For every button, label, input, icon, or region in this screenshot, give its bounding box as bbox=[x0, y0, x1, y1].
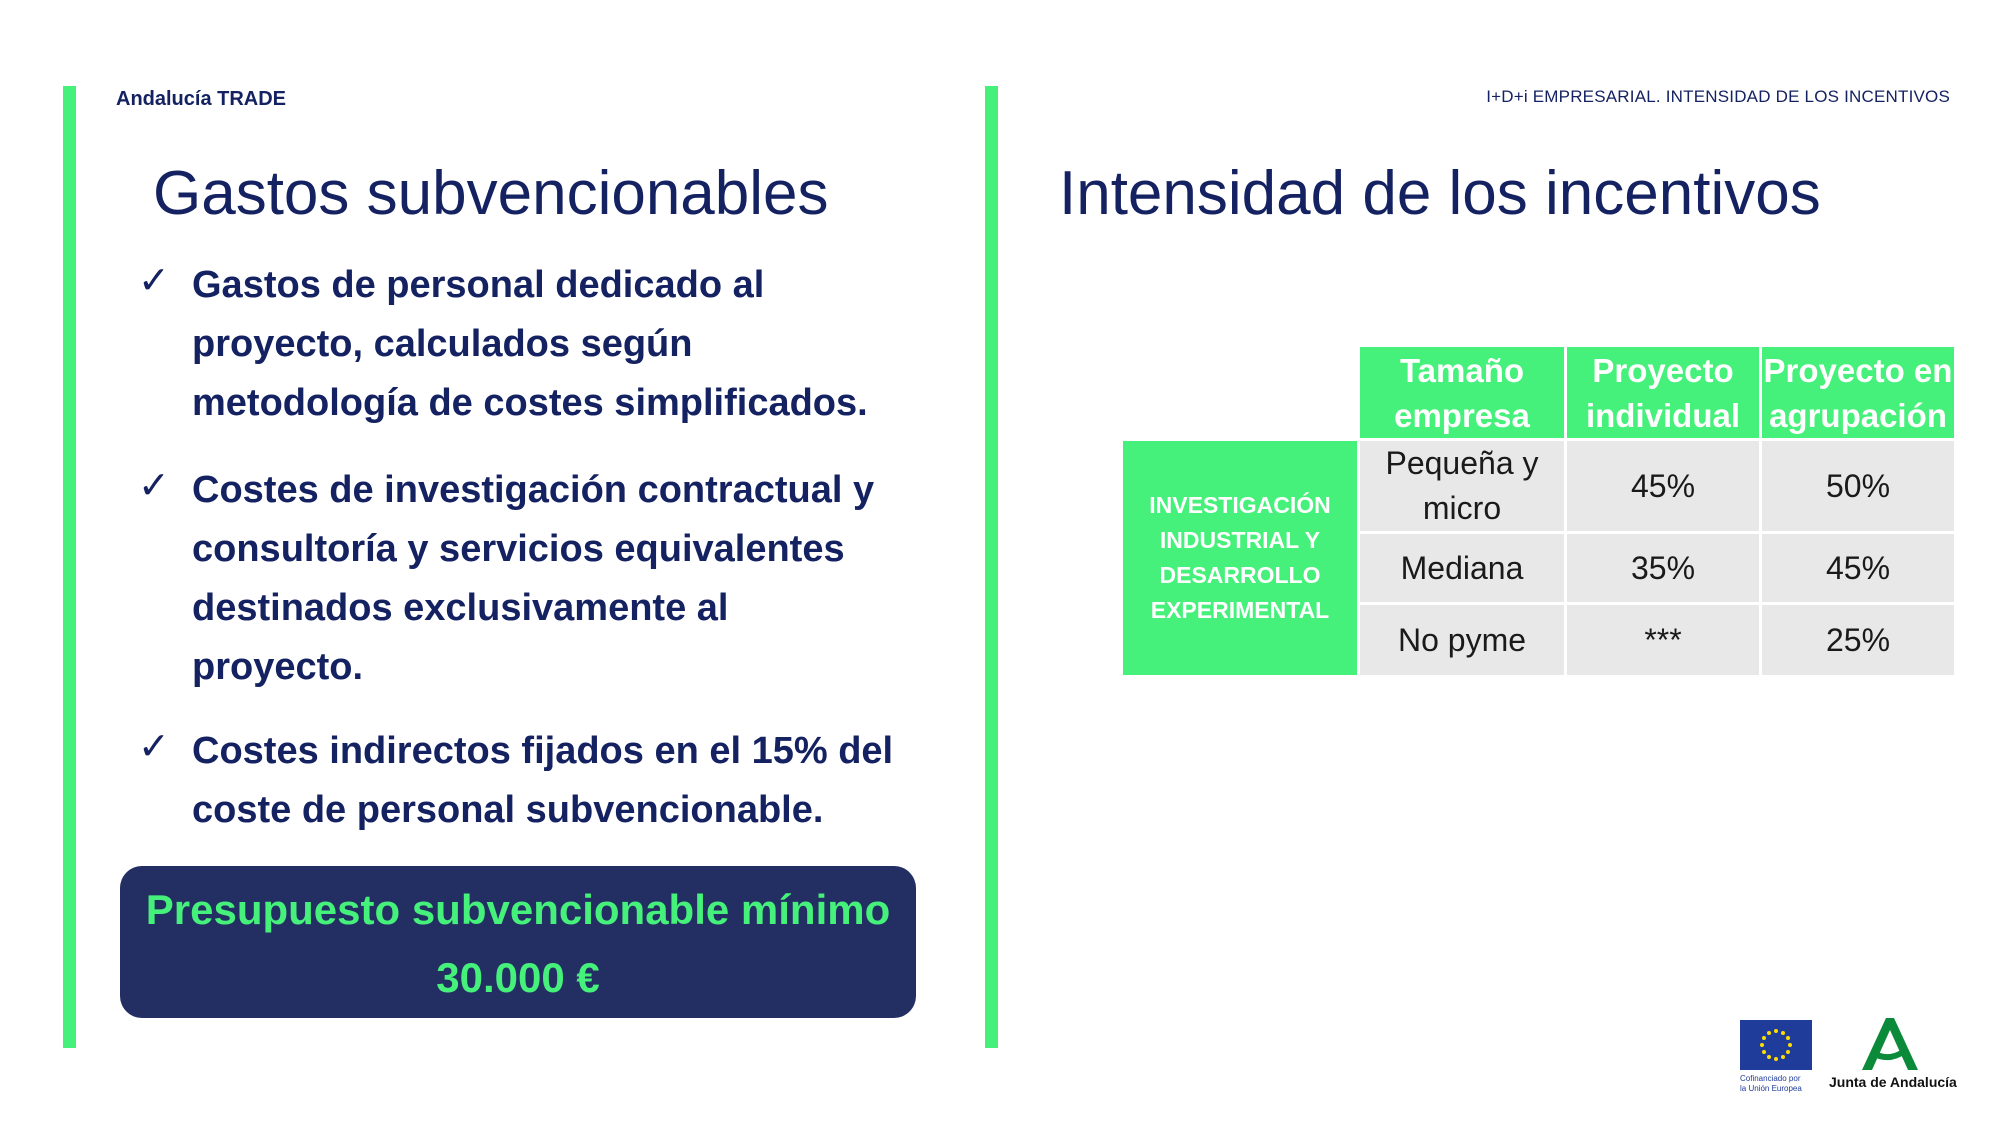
expense-line: proyecto. bbox=[192, 646, 364, 688]
middle-accent-bar bbox=[985, 86, 998, 1048]
cell-company-size: Mediana bbox=[1360, 534, 1564, 602]
left-accent-bar bbox=[63, 86, 76, 1048]
expense-line: Costes de investigación contractual y bbox=[192, 469, 875, 511]
expense-item bbox=[138, 461, 938, 697]
header-individual-project: Proyecto individual bbox=[1567, 347, 1759, 438]
table-row bbox=[1123, 441, 1954, 531]
table-header-row bbox=[1123, 347, 1954, 438]
row-category-label: INVESTIGACIÓN INDUSTRIAL Y DESARROLLO EXPERIMENTAL bbox=[1123, 441, 1357, 675]
cell-company-size: No pyme bbox=[1360, 605, 1564, 675]
check-icon: ✓ bbox=[138, 260, 170, 302]
check-icon: ✓ bbox=[138, 465, 170, 507]
cell-individual: 35% bbox=[1567, 534, 1759, 602]
table-corner bbox=[1123, 347, 1357, 438]
incentives-table bbox=[1120, 344, 1957, 678]
junta-andalucia-caption: Junta de Andalucía bbox=[1829, 1074, 1957, 1090]
expense-line: metodología de costes simplificados. bbox=[192, 382, 868, 424]
header-company-size: Tamaño empresa bbox=[1360, 347, 1564, 438]
cell-group: 25% bbox=[1762, 605, 1954, 675]
expense-line: destinados exclusivamente al bbox=[192, 587, 729, 629]
brand-label: Andalucía TRADE bbox=[116, 88, 287, 110]
header-group-project: Proyecto en agrupación bbox=[1762, 347, 1954, 438]
expense-line: Costes indirectos fijados en el 15% del bbox=[192, 730, 894, 772]
budget-amount: 30.000 € bbox=[436, 954, 600, 1001]
section-label: I+D+i EMPRESARIAL. INTENSIDAD DE LOS INCENTIVOS bbox=[1486, 87, 1950, 106]
cell-company-size: Pequeña y micro bbox=[1360, 441, 1564, 531]
cell-group: 50% bbox=[1762, 441, 1954, 531]
cell-individual: 45% bbox=[1567, 441, 1759, 531]
budget-label: Presupuesto subvencionable mínimo bbox=[145, 886, 891, 933]
expense-item bbox=[138, 722, 938, 840]
minimum-budget-box bbox=[120, 866, 916, 1018]
expense-line: consultoría y servicios equivalentes bbox=[192, 528, 845, 570]
cell-individual: *** bbox=[1567, 605, 1759, 675]
check-icon: ✓ bbox=[138, 726, 170, 768]
eu-cofinancing-caption: Cofinanciado por la Unión Europea bbox=[1740, 1074, 1802, 1093]
right-title: Intensidad de los incentivos bbox=[1059, 159, 1821, 228]
expense-line: Gastos de personal dedicado al bbox=[192, 264, 765, 306]
junta-andalucia-logo-icon bbox=[1860, 1016, 1920, 1072]
expense-line: proyecto, calculados según bbox=[192, 323, 693, 365]
expense-line: coste de personal subvencionable. bbox=[192, 789, 824, 831]
expense-item bbox=[138, 256, 938, 433]
left-title: Gastos subvencionables bbox=[153, 159, 829, 228]
eu-flag-icon bbox=[1740, 1020, 1812, 1070]
cell-group: 45% bbox=[1762, 534, 1954, 602]
